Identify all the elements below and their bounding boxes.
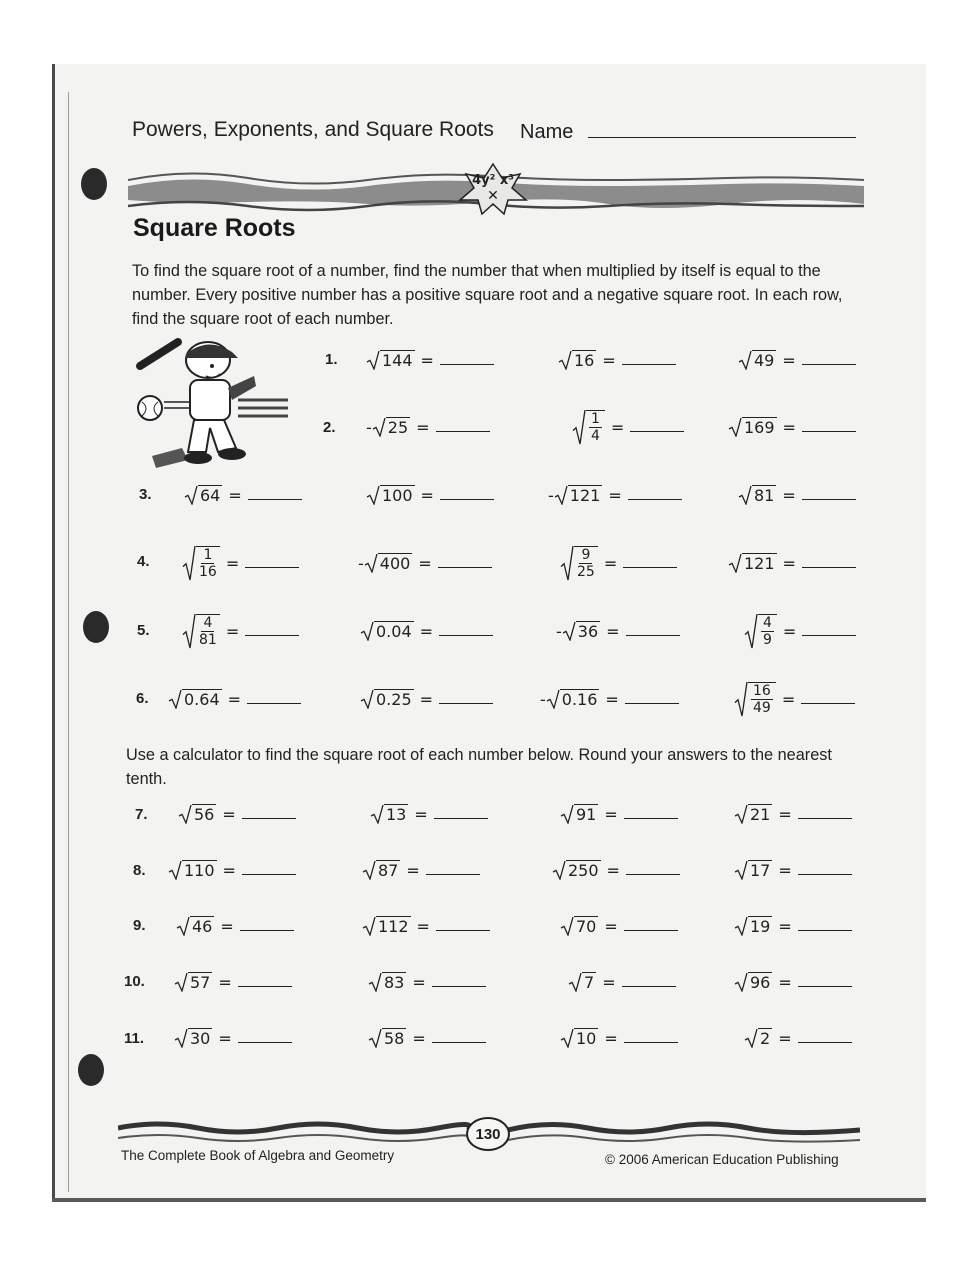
radical-sign-icon [178,804,192,824]
emblem-text: 4y² x³ [472,173,514,188]
answer-blank[interactable] [626,627,680,636]
square-root-expression [368,972,406,992]
fraction [574,546,598,580]
answer-blank[interactable] [801,695,855,704]
radical-sign-icon [362,860,376,880]
radical-sign-icon [366,485,380,505]
square-root-expression [744,1028,772,1048]
radicand: 0.04 [376,622,412,641]
problem-r2-1 [366,407,490,447]
answer-blank[interactable] [242,866,296,875]
radicand: 91 [576,805,597,824]
radical-sign-icon [560,804,574,824]
radical-sign-icon [738,350,752,370]
equals-sign: = [228,485,242,505]
answer-blank[interactable] [802,356,856,365]
answer-blank[interactable] [248,491,302,500]
radical-sign-icon [738,485,752,505]
problem-r2-2 [572,407,684,447]
radicand: 36 [577,622,599,641]
radical-sign-icon [168,860,182,880]
answer-blank[interactable] [432,978,486,987]
radical-sign-icon [372,417,386,437]
page-edge-bottom [52,1198,926,1202]
negative-sign: - [556,621,562,641]
answer-blank[interactable] [434,810,488,819]
radicand: 16 [574,351,595,370]
answer-blank[interactable] [245,627,299,636]
square-root-expression [360,621,414,641]
radicand: 400 [379,554,411,573]
problem-r11-2 [368,1018,486,1058]
fraction [586,410,605,444]
problem-r8-2 [362,850,480,890]
radicand: 64 [200,486,221,505]
problem-r10-3 [568,962,676,1002]
row-number-10: 10. [124,973,145,990]
svg-text:✕: ✕ [487,188,499,204]
radical-sign-icon [734,916,748,936]
square-root-expression [168,689,222,709]
equals-sign: = [414,804,428,824]
problem-r9-4 [734,906,852,946]
problem-r8-4 [734,850,852,890]
worksheet-topic: Powers, Exponents, and Square Roots [132,118,494,141]
equals-sign: = [225,621,240,641]
square-root-expression [738,350,776,370]
denominator: 81 [199,632,217,648]
radicand: 121 [744,554,775,573]
radical-sign-icon [554,485,568,505]
equals-sign: = [778,972,792,992]
problem-r5-3 [556,611,680,651]
square-root-expression [366,350,415,370]
radicand: 83 [384,973,405,992]
equals-sign: = [220,916,234,936]
equals-sign: = [419,621,434,641]
problem-r10-4 [734,962,852,1002]
radical-sign-icon [728,553,742,573]
equals-sign: = [782,350,796,370]
answer-blank[interactable] [240,922,294,931]
page-number-badge: 130 [466,1117,510,1151]
equals-sign: = [606,860,620,880]
problem-r4-3 [560,543,677,583]
calculator-instructions: Use a calculator to find the square root of each number below. Round your answers to the nearest tenth. [126,746,832,788]
answer-blank[interactable] [630,423,684,432]
radical-sign-icon [366,350,380,370]
denominator: 49 [753,700,771,716]
square-root-expression [728,417,777,437]
radicand: 81 [754,486,775,505]
answer-blank[interactable] [440,356,494,365]
answer-blank[interactable] [628,491,682,500]
numerator: 4 [763,615,772,631]
answer-blank[interactable] [798,810,852,819]
negative-sign: - [366,417,372,437]
radicand: 30 [190,1029,211,1048]
problem-r9-2 [362,906,490,946]
binder-hole-bottom [78,1054,104,1086]
binder-hole-top [81,168,107,200]
radical-sign-icon [560,916,574,936]
radicand: 112 [378,917,409,936]
problem-r1-2 [558,340,676,380]
answer-blank[interactable] [624,810,678,819]
radicand: 57 [190,973,211,992]
radical-sign-icon [174,972,188,992]
equals-sign: = [778,916,792,936]
radicand: 0.16 [561,690,598,709]
radicand: 100 [382,486,413,505]
square-root-expression [360,689,414,709]
problem-r9-3 [560,906,678,946]
radicand: 2 [760,1029,771,1048]
equals-sign: = [218,1028,232,1048]
equals-sign: = [782,485,796,505]
problem-r8-3 [552,850,680,890]
equals-sign: = [778,860,792,880]
answer-blank[interactable] [238,978,292,987]
radical-sign-icon [364,553,378,573]
equals-sign: = [420,350,434,370]
radical-sign-icon [552,860,566,880]
equals-sign: = [781,689,796,709]
fraction [196,546,220,580]
problem-r6-4 [734,679,855,719]
radicand: 87 [378,861,399,880]
name-field-line[interactable] [588,137,856,138]
problem-r1-3 [738,340,856,380]
book-title: The Complete Book of Algebra and Geometry [121,1148,395,1163]
square-root-expression [364,553,413,573]
binder-hole-middle [83,611,109,643]
problem-r3-4 [738,475,856,515]
equals-sign: = [605,689,619,709]
radical-sign-icon [184,485,198,505]
square-root-expression [174,1028,212,1048]
numerator: 1 [591,411,600,427]
square-root-expression [734,916,772,936]
page-edge [52,64,55,1202]
square-root-expression [552,860,601,880]
radical-sign-icon [560,1028,574,1048]
equals-sign: = [420,485,434,505]
radical-sign-icon [572,409,586,445]
answer-blank[interactable] [622,978,676,987]
radicand: 19 [750,917,771,936]
row-number-6: 6. [136,690,149,707]
equals-sign: = [418,553,432,573]
answer-blank[interactable] [242,810,296,819]
square-root-expression [362,916,411,936]
equals-sign: = [604,916,618,936]
problem-r6-2 [360,679,493,719]
answer-blank[interactable] [798,866,852,875]
answer-blank[interactable] [626,866,680,875]
answer-blank[interactable] [802,627,856,636]
radical-sign-icon [560,545,574,581]
radical-sign-icon [546,689,560,709]
radicand: 0.25 [376,690,412,709]
problem-r11-1 [174,1018,292,1058]
row-number-5: 5. [137,622,150,639]
radicand: 110 [184,861,215,880]
problem-r11-3 [560,1018,678,1058]
equals-sign: = [416,916,430,936]
row-number-1: 1. [325,351,338,368]
problem-r10-2 [368,962,486,1002]
square-root-expression [560,545,598,581]
radicand: 21 [750,805,771,824]
square-root-expression [734,972,772,992]
radical-sign-icon [360,621,374,641]
radical-sign-icon [568,972,582,992]
row-number-7: 7. [135,806,148,823]
square-root-expression [734,804,772,824]
radicand: 144 [382,351,413,370]
radicand: 121 [569,486,601,505]
row-number-4: 4. [137,553,150,570]
equals-sign: = [602,350,616,370]
equals-sign: = [412,972,426,992]
radicand: 17 [750,861,771,880]
fraction [196,614,220,648]
problem-r10-1 [174,962,292,1002]
row-number-3: 3. [139,486,152,503]
square-root-expression [362,860,400,880]
fraction [758,614,777,648]
radical-sign-icon [368,972,382,992]
numerator: 4 [203,615,213,631]
equals-sign: = [222,804,236,824]
problem-r4-1 [182,543,299,583]
radical-sign-icon [728,417,742,437]
equals-sign: = [610,417,625,437]
equals-sign: = [604,1028,618,1048]
answer-blank[interactable] [624,922,678,931]
problem-r3-3 [548,475,682,515]
radicand: 169 [744,418,775,437]
radical-sign-icon [562,621,576,641]
answer-blank[interactable] [439,695,493,704]
answer-blank[interactable] [802,423,856,432]
radical-sign-icon [558,350,572,370]
square-root-expression [728,553,777,573]
equals-sign: = [406,860,420,880]
square-root-expression [372,417,410,437]
problem-r2-3 [728,407,856,447]
square-root-expression [744,613,777,649]
radicand: 25 [387,418,409,437]
problem-r5-1 [182,611,299,651]
radicand: 70 [576,917,597,936]
negative-sign: - [540,689,546,709]
radical-sign-icon [744,1028,758,1048]
answer-blank[interactable] [432,1034,486,1043]
denominator: 4 [591,428,600,444]
numerator: 1 [203,547,213,563]
equals-sign: = [778,804,792,824]
radicand: 10 [576,1029,597,1048]
square-root-expression [554,485,603,505]
answer-blank[interactable] [247,695,301,704]
answer-blank[interactable] [802,491,856,500]
page-edge-inner [68,92,69,1192]
square-root-expression [184,485,222,505]
equals-sign: = [606,621,620,641]
problem-r8-1 [168,850,296,890]
equals-sign: = [782,553,796,573]
square-root-expression [182,613,220,649]
problem-r7-1 [178,794,296,834]
square-root-expression [370,804,408,824]
radical-sign-icon [734,681,748,717]
square-root-expression [734,681,776,717]
radical-sign-icon [734,860,748,880]
instructions-paragraph: To find the square root of a number, find the number that when multiplied by itself is equal to the number. Every positive number has a positive square root and a negative square root. In each row, find the square root of each number. [132,262,843,328]
fraction [748,682,776,716]
answer-blank[interactable] [798,1034,852,1043]
radicand: 7 [584,973,595,992]
answer-blank[interactable] [245,559,299,568]
radical-sign-icon [734,804,748,824]
radical-sign-icon [368,1028,382,1048]
square-root-expression [560,916,598,936]
radical-sign-icon [734,972,748,992]
equals-sign: = [778,1028,792,1048]
problem-r4-2 [358,543,492,583]
answer-blank[interactable] [625,695,679,704]
problem-r11-4 [744,1018,852,1058]
square-root-expression [568,972,596,992]
square-root-expression [366,485,415,505]
equals-sign: = [416,417,430,437]
square-root-expression [168,860,217,880]
square-root-expression [174,972,212,992]
radical-sign-icon [362,916,376,936]
problem-r3-1 [184,475,302,515]
numerator: 9 [581,547,591,563]
problem-r5-2 [360,611,493,651]
radical-sign-icon [182,545,196,581]
problem-r3-2 [366,475,494,515]
radicand: 96 [750,973,771,992]
radicand: 56 [194,805,215,824]
equals-sign: = [225,553,240,573]
answer-blank[interactable] [438,559,492,568]
radicand: 250 [568,861,599,880]
radicand: 13 [386,805,407,824]
negative-sign: - [548,485,554,505]
answer-blank[interactable] [436,922,490,931]
denominator: 9 [763,632,772,648]
equals-sign: = [412,1028,426,1048]
answer-blank[interactable] [426,866,480,875]
answer-blank[interactable] [439,627,493,636]
radical-sign-icon [174,1028,188,1048]
equals-sign: = [222,860,236,880]
copyright-notice: © 2006 American Education Publishing [605,1152,839,1167]
answer-blank[interactable] [798,922,852,931]
radicand: 49 [754,351,775,370]
problem-r6-3 [540,679,679,719]
answer-blank[interactable] [802,559,856,568]
problem-r5-4 [744,611,856,651]
answer-blank[interactable] [798,978,852,987]
radical-sign-icon [744,613,758,649]
square-root-expression [738,485,776,505]
equals-sign: = [602,972,616,992]
answer-blank[interactable] [624,1034,678,1043]
page-title: Square Roots [133,214,296,242]
square-root-expression [368,1028,406,1048]
radical-sign-icon [370,804,384,824]
row-number-11: 11. [124,1030,145,1047]
answer-blank[interactable] [623,559,677,568]
answer-blank[interactable] [440,491,494,500]
radicand: 0.64 [184,690,220,709]
equals-sign: = [604,804,618,824]
square-root-expression [562,621,600,641]
radical-sign-icon [360,689,374,709]
radical-sign-icon [182,613,196,649]
answer-blank[interactable] [436,423,490,432]
row-number-2: 2. [323,419,336,436]
problem-r7-4 [734,794,852,834]
problem-r7-2 [370,794,488,834]
radicand: 58 [384,1029,405,1048]
equals-sign: = [603,553,618,573]
algebra-emblem-icon [454,160,532,216]
radical-sign-icon [168,689,182,709]
square-root-expression [182,545,220,581]
radical-sign-icon [176,916,190,936]
radicand: 46 [192,917,213,936]
problem-r1-1 [366,340,494,380]
problem-r6-1 [168,679,301,719]
problem-r4-4 [728,543,856,583]
answer-blank[interactable] [622,356,676,365]
square-root-expression [572,409,605,445]
square-root-expression [176,916,214,936]
answer-blank[interactable] [238,1034,292,1043]
square-root-expression [560,1028,598,1048]
numerator: 16 [753,683,771,699]
equals-sign: = [218,972,232,992]
equals-sign: = [782,417,796,437]
equals-sign: = [782,621,797,641]
denominator: 25 [577,564,595,580]
square-root-expression [734,860,772,880]
square-root-expression [546,689,600,709]
baseball-player-illustration [128,336,308,476]
square-root-expression [178,804,216,824]
square-root-expression [560,804,598,824]
equals-sign: = [608,485,622,505]
problem-r9-1 [176,906,294,946]
denominator: 16 [199,564,217,580]
equals-sign: = [227,689,242,709]
equals-sign: = [419,689,434,709]
row-number-9: 9. [133,917,146,934]
problem-r7-3 [560,794,678,834]
row-number-8: 8. [133,862,146,879]
negative-sign: - [358,553,364,573]
name-label: Name [520,121,574,143]
square-root-expression [558,350,596,370]
